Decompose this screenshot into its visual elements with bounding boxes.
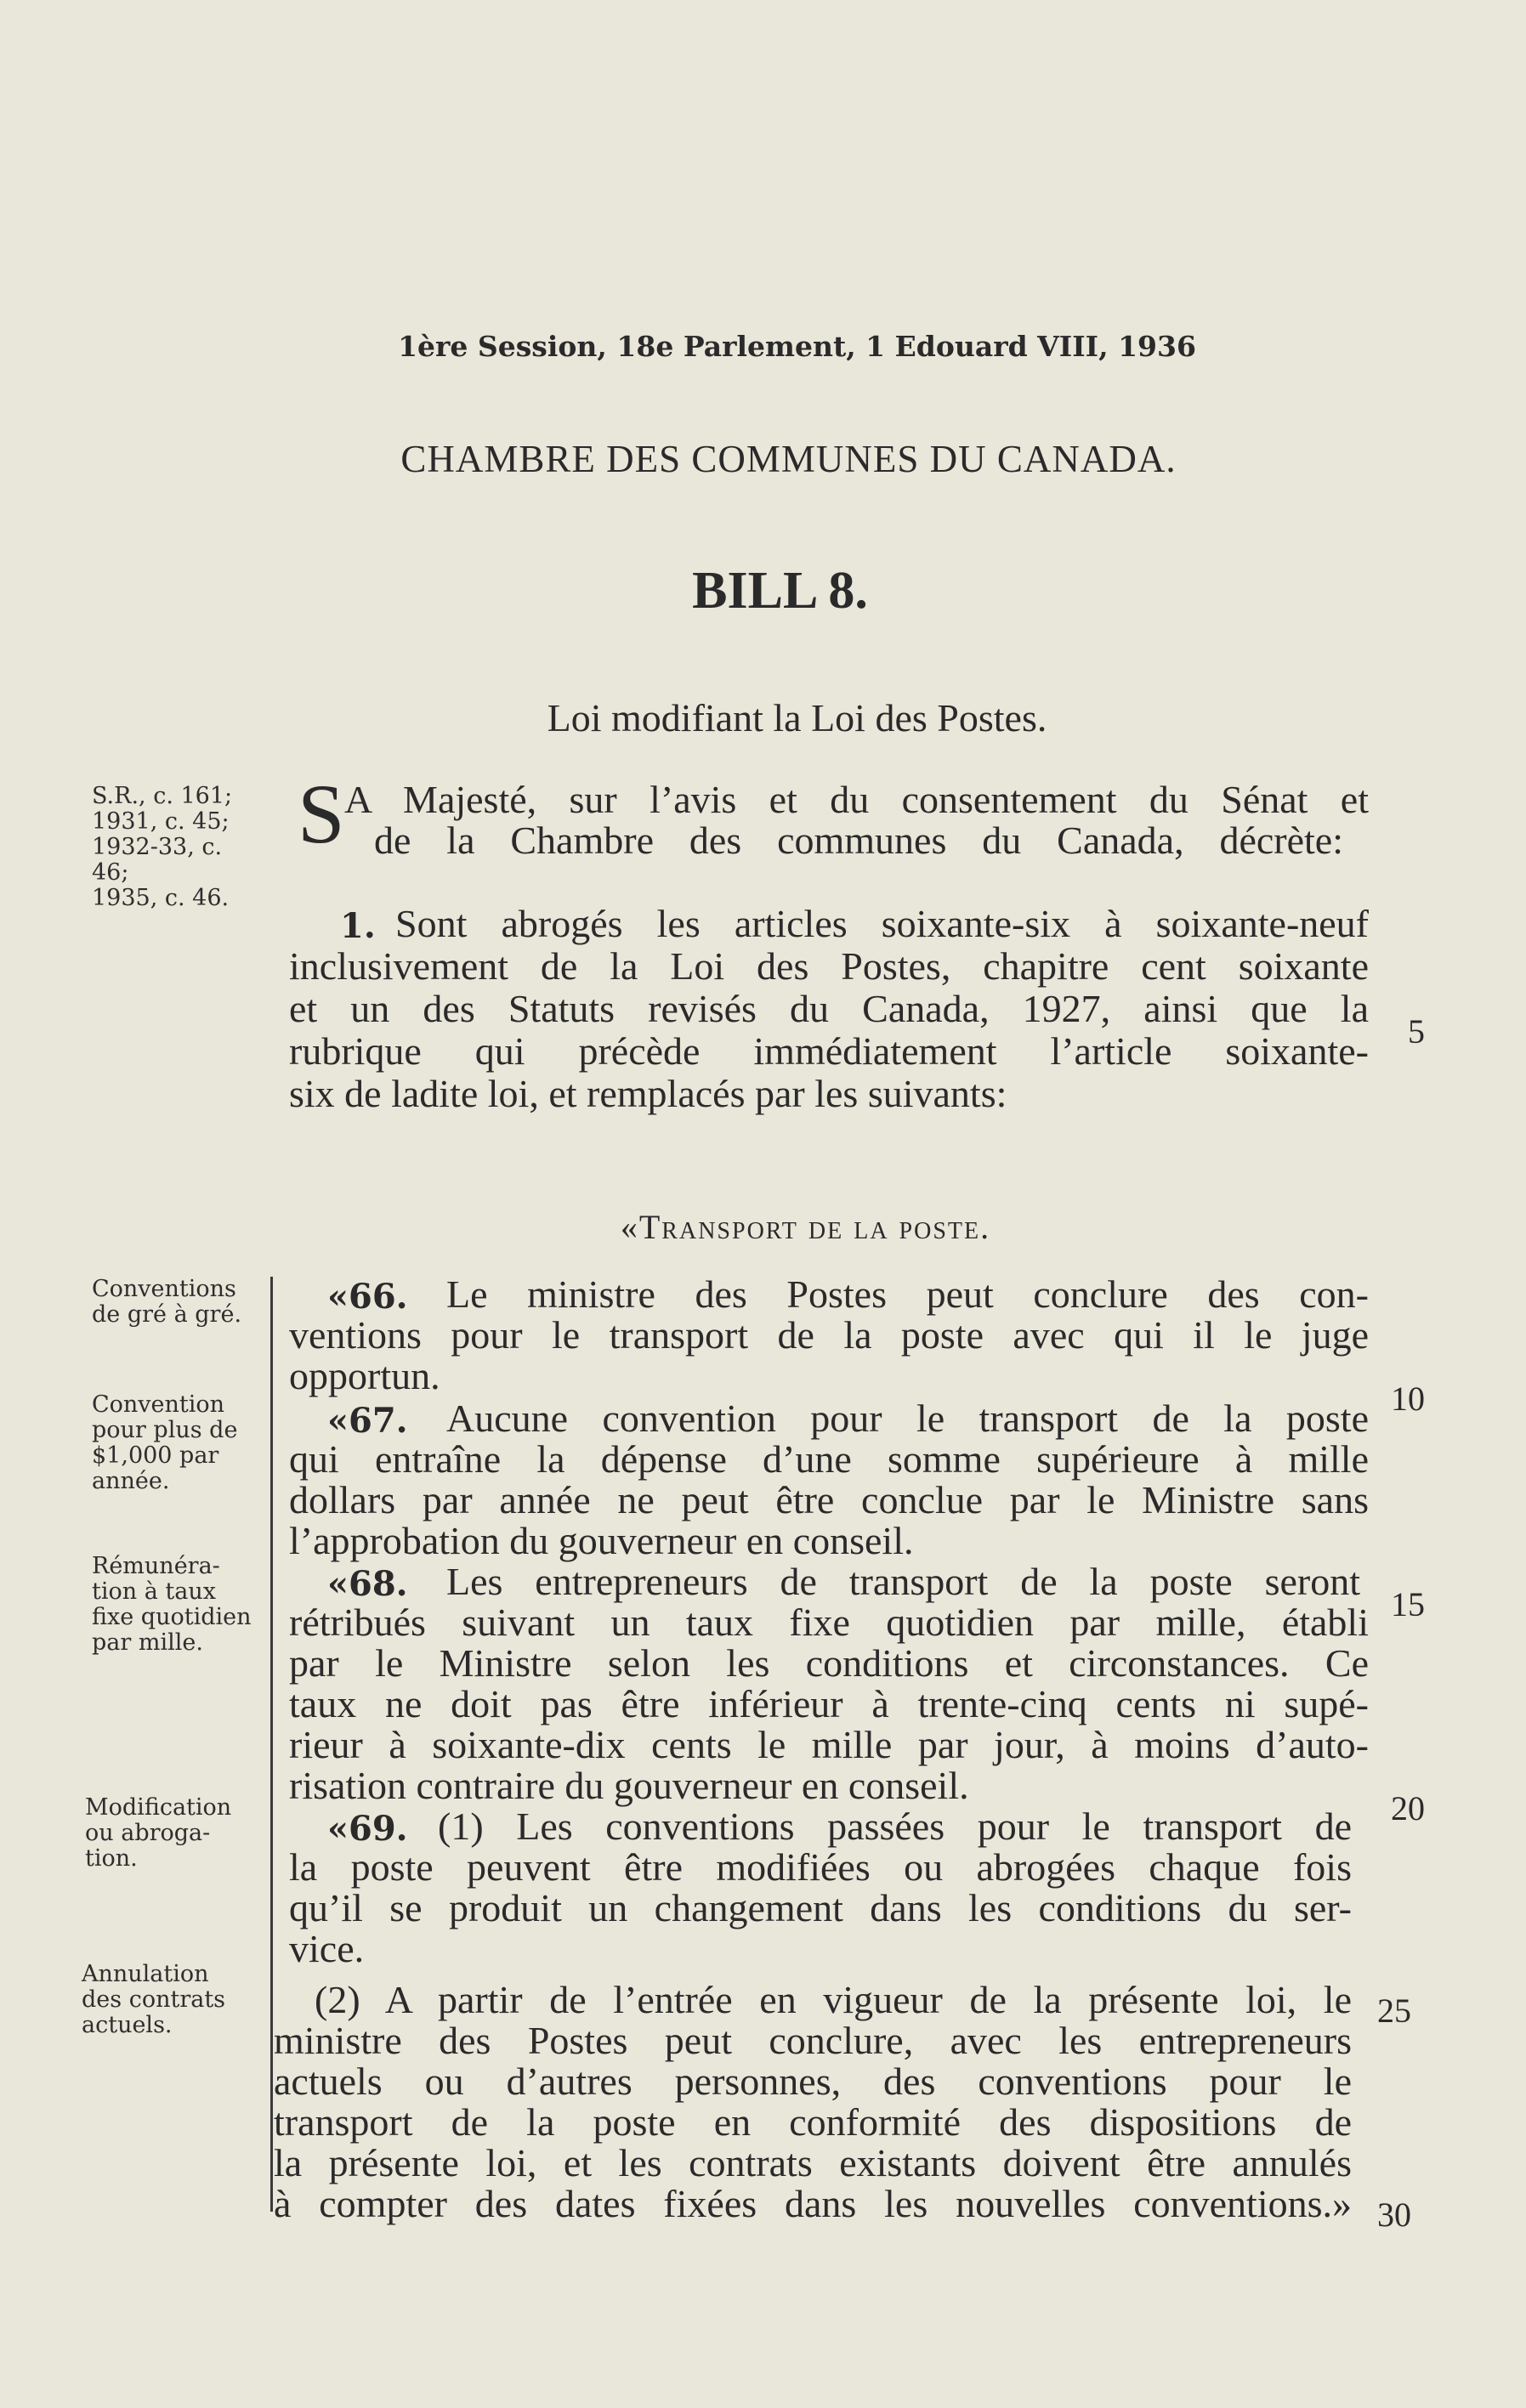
section-69-2-line: ministre des Postes peut conclure, avec les entrepreneurs xyxy=(274,2019,1352,2062)
margin-note-line: tion. xyxy=(85,1845,138,1872)
margin-note-line: par mille. xyxy=(92,1629,203,1656)
section-number: «69. xyxy=(327,1809,408,1849)
section-69-line: la poste peuvent être modifiées ou abrogées chaque fois xyxy=(289,1845,1352,1889)
section-69-2-line: actuels ou d’autres personnes, des conventions pour le xyxy=(274,2060,1352,2103)
section-67-line: dollars par année ne peut être conclue par le Ministre sans xyxy=(289,1478,1369,1521)
section-66-line: Le ministre des Postes peut conclure des con- xyxy=(446,1272,1369,1316)
section-68-line: rétribués suivant un taux fixe quotidien par mille, établi xyxy=(289,1601,1369,1644)
margin-note-line: $1,000 par xyxy=(92,1442,219,1469)
margin-note-line: de gré à gré. xyxy=(92,1301,242,1328)
section-67-number xyxy=(327,1401,408,1441)
line-number: 30 xyxy=(1377,2196,1411,2234)
section-69-number xyxy=(327,1809,408,1849)
margin-note-line: ou abroga- xyxy=(85,1820,211,1846)
section-67-line: qui entraîne la dépense d’une somme supérieure à mille xyxy=(289,1437,1369,1481)
section-1-line: Sont abrogés les articles soixante-six à soixante-neuf xyxy=(395,902,1369,945)
margin-note-line: Rémunéra- xyxy=(92,1553,220,1579)
dropcap-letter: S xyxy=(298,767,345,861)
margin-note-conventions xyxy=(92,1277,266,1328)
section-66-line: ventions pour le transport de la poste avec qui il le juge xyxy=(289,1313,1369,1357)
section-68-number xyxy=(327,1564,408,1604)
section-1-line: six de ladite loi, et remplacés par les suivants: xyxy=(289,1072,1007,1115)
margin-note-line: des contrats xyxy=(82,1986,226,2013)
enacting-line-2: de la Chambre des communes du Canada, décrète: xyxy=(374,819,1343,862)
section-number: «67. xyxy=(327,1401,408,1441)
section-69-2-line: transport de la poste en conformité des dispositions de xyxy=(274,2100,1352,2144)
margin-note-line: année. xyxy=(92,1468,170,1494)
section-68-line: par le Ministre selon les conditions et circonstances. Ce xyxy=(289,1641,1369,1685)
margin-rule xyxy=(270,1277,273,2212)
section-number: «66. xyxy=(327,1277,408,1317)
chamber-title: CHAMBRE DES COMMUNES DU CANADA. xyxy=(400,438,1177,480)
section-67-line: l’approbation du gouverneur en conseil. xyxy=(289,1519,914,1562)
margin-note-statutes xyxy=(92,784,266,911)
heading-transport: «Transport de la poste. xyxy=(620,1208,991,1246)
line-number: 15 xyxy=(1391,1585,1425,1623)
margin-note-line: actuels. xyxy=(82,2012,173,2038)
section-1-line: rubrique qui précède immédiatement l’article soixante- xyxy=(289,1029,1369,1073)
section-68-line: risation contraire du gouverneur en conseil. xyxy=(289,1764,969,1807)
margin-note-line: Modification xyxy=(85,1794,232,1821)
session-line: 1ère Session, 18e Parlement, 1 Edouard VIII, 1936 xyxy=(398,330,1196,363)
margin-note-line: 1932-33, c. 46; xyxy=(92,834,223,886)
section-69-line: (1) Les conventions passées pour le transport de xyxy=(438,1805,1352,1848)
margin-note-remuneration xyxy=(92,1554,266,1656)
line-number: 10 xyxy=(1391,1380,1425,1418)
section-67-line: Aucune convention pour le transport de la poste xyxy=(446,1397,1369,1440)
bill-subtitle: Loi modifiant la Loi des Postes. xyxy=(547,696,1047,739)
section-66-number xyxy=(327,1277,408,1317)
margin-note-line: tion à taux xyxy=(92,1578,216,1605)
section-69-2-line: à compter des dates fixées dans les nouvelles conventions.» xyxy=(274,2182,1352,2225)
section-68-line: Les entrepreneurs de transport de la poste seront xyxy=(446,1560,1360,1603)
enacting-line-1: A Majesté, sur l’avis et du consentement du Sénat et xyxy=(344,778,1369,821)
line-number: 25 xyxy=(1377,1992,1411,2030)
section-68-line: rieur à soixante-dix cents le mille par jour, à moins d’auto- xyxy=(289,1723,1369,1766)
line-number: 5 xyxy=(1408,1012,1425,1051)
margin-note-line: Conventions xyxy=(92,1276,236,1302)
section-69-2-line: (2) A partir de l’entrée en vigueur de la présente loi, le xyxy=(315,1978,1352,2021)
margin-note-annulation xyxy=(82,1962,256,2038)
margin-note-line: S.R., c. 161; xyxy=(92,783,233,809)
section-number: «68. xyxy=(327,1564,408,1604)
line-number: 20 xyxy=(1391,1789,1425,1827)
section-68-line: taux ne doit pas être inférieur à trente-cinq cents ni supé- xyxy=(289,1682,1369,1725)
section-66-line: opportun. xyxy=(289,1354,440,1397)
margin-note-modification xyxy=(85,1795,259,1872)
section-1-number xyxy=(340,906,376,946)
margin-note-line: pour plus de xyxy=(92,1417,238,1443)
section-69-2-line: la présente loi, et les contrats existants doivent être annulés xyxy=(274,2141,1352,2184)
section-number: 1. xyxy=(340,906,376,946)
bill-number: BILL 8. xyxy=(692,562,868,620)
section-1-line: inclusivement de la Loi des Postes, chapitre cent soixante xyxy=(289,944,1369,988)
margin-note-line: Convention xyxy=(92,1391,225,1418)
section-1-line: et un des Statuts revisés du Canada, 1927, ainsi que la xyxy=(289,987,1369,1030)
section-69-line: vice. xyxy=(289,1927,365,1970)
margin-note-line: Annulation xyxy=(82,1961,209,1987)
margin-note-line: 1935, c. 46. xyxy=(92,885,230,911)
section-69-line: qu’il se produit un changement dans les conditions du ser- xyxy=(289,1886,1352,1929)
margin-note-line: fixe quotidien xyxy=(92,1604,252,1630)
margin-note-convention-1000 xyxy=(92,1392,266,1494)
margin-note-line: 1931, c. 45; xyxy=(92,808,230,835)
